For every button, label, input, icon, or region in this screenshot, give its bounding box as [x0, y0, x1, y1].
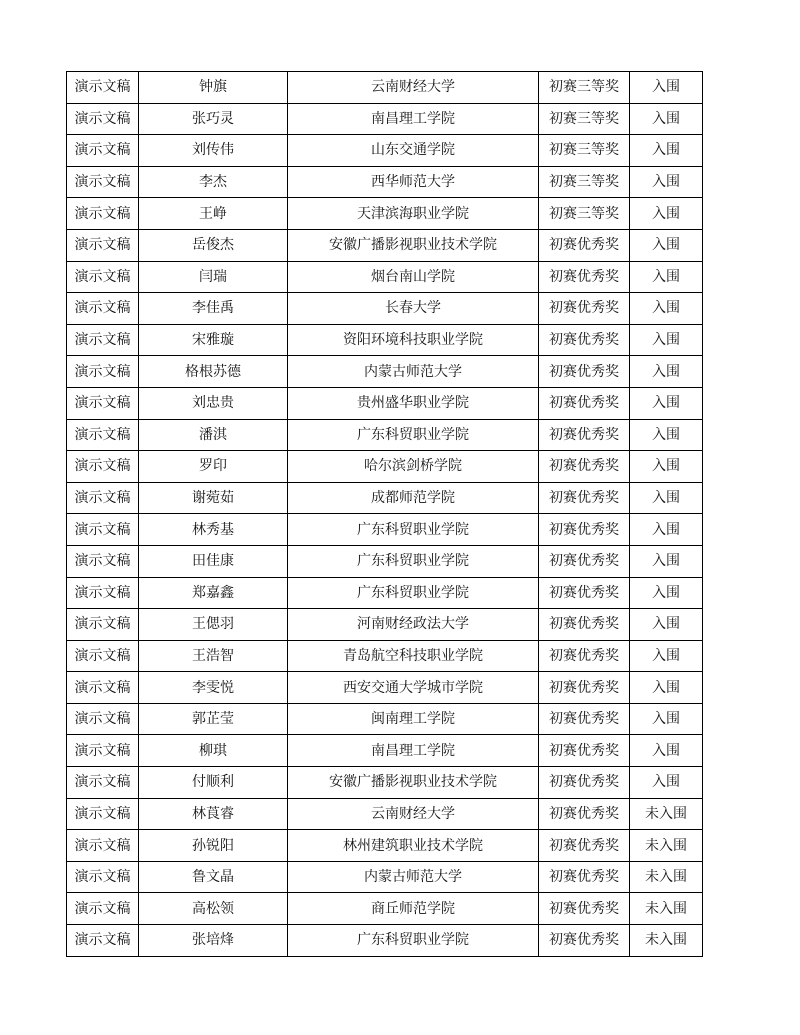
category-cell: 演示文稿 [67, 893, 139, 925]
award-cell: 初赛优秀奖 [539, 830, 630, 862]
table-row [67, 545, 703, 577]
participant-name-cell: 郑嘉鑫 [139, 577, 288, 609]
status-cell: 未入围 [630, 830, 703, 862]
award-cell: 初赛优秀奖 [539, 893, 630, 925]
school-cell: 南昌理工学院 [288, 103, 539, 135]
school-cell: 山东交通学院 [288, 135, 539, 167]
category-cell: 演示文稿 [67, 72, 139, 104]
category-cell: 演示文稿 [67, 198, 139, 230]
status-cell: 未入围 [630, 925, 703, 957]
award-cell: 初赛优秀奖 [539, 482, 630, 514]
award-cell: 初赛三等奖 [539, 166, 630, 198]
status-cell: 入围 [630, 229, 703, 261]
school-cell: 天津滨海职业学院 [288, 198, 539, 230]
status-cell: 入围 [630, 545, 703, 577]
participant-name-cell: 闫瑞 [139, 261, 288, 293]
status-cell: 入围 [630, 672, 703, 704]
status-cell: 入围 [630, 356, 703, 388]
school-cell: 烟台南山学院 [288, 261, 539, 293]
table-row [67, 198, 703, 230]
category-cell: 演示文稿 [67, 387, 139, 419]
school-cell: 南昌理工学院 [288, 735, 539, 767]
participant-name-cell: 刘忠贵 [139, 387, 288, 419]
category-cell: 演示文稿 [67, 293, 139, 325]
award-cell: 初赛优秀奖 [539, 640, 630, 672]
award-cell: 初赛优秀奖 [539, 925, 630, 957]
category-cell: 演示文稿 [67, 830, 139, 862]
status-cell: 入围 [630, 103, 703, 135]
table-row [67, 672, 703, 704]
category-cell: 演示文稿 [67, 672, 139, 704]
table-row [67, 861, 703, 893]
table-row [67, 451, 703, 483]
status-cell: 入围 [630, 198, 703, 230]
award-cell: 初赛优秀奖 [539, 703, 630, 735]
school-cell: 资阳环境科技职业学院 [288, 324, 539, 356]
school-cell: 云南财经大学 [288, 798, 539, 830]
school-cell: 成都师范学院 [288, 482, 539, 514]
category-cell: 演示文稿 [67, 735, 139, 767]
status-cell: 入围 [630, 514, 703, 546]
status-cell: 未入围 [630, 861, 703, 893]
category-cell: 演示文稿 [67, 419, 139, 451]
category-cell: 演示文稿 [67, 166, 139, 198]
table-row [67, 893, 703, 925]
table-row [67, 640, 703, 672]
participant-name-cell: 宋雅璇 [139, 324, 288, 356]
category-cell: 演示文稿 [67, 451, 139, 483]
award-cell: 初赛优秀奖 [539, 356, 630, 388]
status-cell: 入围 [630, 640, 703, 672]
school-cell: 广东科贸职业学院 [288, 925, 539, 957]
school-cell: 西华师范大学 [288, 166, 539, 198]
table-row [67, 482, 703, 514]
status-cell: 入围 [630, 293, 703, 325]
status-cell: 未入围 [630, 798, 703, 830]
table-row [67, 261, 703, 293]
school-cell: 安徽广播影视职业技术学院 [288, 229, 539, 261]
school-cell: 广东科贸职业学院 [288, 545, 539, 577]
award-cell: 初赛优秀奖 [539, 451, 630, 483]
school-cell: 河南财经政法大学 [288, 609, 539, 641]
school-cell: 长春大学 [288, 293, 539, 325]
category-cell: 演示文稿 [67, 135, 139, 167]
category-cell: 演示文稿 [67, 609, 139, 641]
table-row [67, 514, 703, 546]
category-cell: 演示文稿 [67, 229, 139, 261]
award-cell: 初赛优秀奖 [539, 514, 630, 546]
table-row [67, 166, 703, 198]
table-row [67, 387, 703, 419]
school-cell: 商丘师范学院 [288, 893, 539, 925]
results-table-body [67, 72, 703, 957]
status-cell: 未入围 [630, 893, 703, 925]
award-cell: 初赛优秀奖 [539, 767, 630, 799]
award-cell: 初赛优秀奖 [539, 577, 630, 609]
category-cell: 演示文稿 [67, 577, 139, 609]
status-cell: 入围 [630, 72, 703, 104]
table-row [67, 324, 703, 356]
award-cell: 初赛三等奖 [539, 198, 630, 230]
participant-name-cell: 孙锐阳 [139, 830, 288, 862]
school-cell: 贵州盛华职业学院 [288, 387, 539, 419]
table-row [67, 577, 703, 609]
participant-name-cell: 谢菀茹 [139, 482, 288, 514]
school-cell: 云南财经大学 [288, 72, 539, 104]
participant-name-cell: 王峥 [139, 198, 288, 230]
participant-name-cell: 刘传伟 [139, 135, 288, 167]
award-cell: 初赛优秀奖 [539, 861, 630, 893]
table-row [67, 135, 703, 167]
participant-name-cell: 李雯悦 [139, 672, 288, 704]
status-cell: 入围 [630, 451, 703, 483]
school-cell: 西安交通大学城市学院 [288, 672, 539, 704]
participant-name-cell: 高松领 [139, 893, 288, 925]
status-cell: 入围 [630, 261, 703, 293]
award-cell: 初赛优秀奖 [539, 293, 630, 325]
school-cell: 青岛航空科技职业学院 [288, 640, 539, 672]
category-cell: 演示文稿 [67, 482, 139, 514]
status-cell: 入围 [630, 482, 703, 514]
participant-name-cell: 林莨睿 [139, 798, 288, 830]
participant-name-cell: 鲁文晶 [139, 861, 288, 893]
award-cell: 初赛优秀奖 [539, 545, 630, 577]
table-row [67, 356, 703, 388]
category-cell: 演示文稿 [67, 861, 139, 893]
category-cell: 演示文稿 [67, 767, 139, 799]
award-cell: 初赛优秀奖 [539, 229, 630, 261]
table-row [67, 293, 703, 325]
participant-name-cell: 张巧灵 [139, 103, 288, 135]
award-cell: 初赛优秀奖 [539, 419, 630, 451]
status-cell: 入围 [630, 735, 703, 767]
school-cell: 广东科贸职业学院 [288, 577, 539, 609]
status-cell: 入围 [630, 419, 703, 451]
school-cell: 广东科贸职业学院 [288, 514, 539, 546]
participant-name-cell: 岳俊杰 [139, 229, 288, 261]
award-cell: 初赛优秀奖 [539, 609, 630, 641]
category-cell: 演示文稿 [67, 514, 139, 546]
award-cell: 初赛优秀奖 [539, 324, 630, 356]
table-row [67, 103, 703, 135]
award-cell: 初赛优秀奖 [539, 387, 630, 419]
participant-name-cell: 钟旗 [139, 72, 288, 104]
category-cell: 演示文稿 [67, 324, 139, 356]
participant-name-cell: 罗印 [139, 451, 288, 483]
school-cell: 内蒙古师范大学 [288, 861, 539, 893]
status-cell: 入围 [630, 324, 703, 356]
participant-name-cell: 李佳禹 [139, 293, 288, 325]
table-row [67, 767, 703, 799]
school-cell: 闽南理工学院 [288, 703, 539, 735]
category-cell: 演示文稿 [67, 545, 139, 577]
award-cell: 初赛三等奖 [539, 72, 630, 104]
participant-name-cell: 付顺利 [139, 767, 288, 799]
category-cell: 演示文稿 [67, 261, 139, 293]
participant-name-cell: 张培烽 [139, 925, 288, 957]
participant-name-cell: 格根苏德 [139, 356, 288, 388]
status-cell: 入围 [630, 577, 703, 609]
award-cell: 初赛三等奖 [539, 135, 630, 167]
status-cell: 入围 [630, 387, 703, 419]
table-row [67, 735, 703, 767]
participant-name-cell: 柳琪 [139, 735, 288, 767]
results-table [66, 71, 703, 957]
award-cell: 初赛优秀奖 [539, 261, 630, 293]
participant-name-cell: 王偲羽 [139, 609, 288, 641]
participant-name-cell: 郭芷莹 [139, 703, 288, 735]
category-cell: 演示文稿 [67, 103, 139, 135]
table-row [67, 798, 703, 830]
status-cell: 入围 [630, 166, 703, 198]
table-row [67, 609, 703, 641]
award-cell: 初赛优秀奖 [539, 798, 630, 830]
school-cell: 广东科贸职业学院 [288, 419, 539, 451]
participant-name-cell: 潘淇 [139, 419, 288, 451]
award-cell: 初赛优秀奖 [539, 672, 630, 704]
category-cell: 演示文稿 [67, 925, 139, 957]
table-row [67, 419, 703, 451]
table-row [67, 229, 703, 261]
participant-name-cell: 田佳康 [139, 545, 288, 577]
status-cell: 入围 [630, 609, 703, 641]
category-cell: 演示文稿 [67, 356, 139, 388]
table-row [67, 703, 703, 735]
participant-name-cell: 李杰 [139, 166, 288, 198]
school-cell: 内蒙古师范大学 [288, 356, 539, 388]
status-cell: 入围 [630, 767, 703, 799]
participant-name-cell: 王浩智 [139, 640, 288, 672]
school-cell: 哈尔滨剑桥学院 [288, 451, 539, 483]
category-cell: 演示文稿 [67, 703, 139, 735]
status-cell: 入围 [630, 703, 703, 735]
category-cell: 演示文稿 [67, 798, 139, 830]
participant-name-cell: 林秀基 [139, 514, 288, 546]
category-cell: 演示文稿 [67, 640, 139, 672]
table-row [67, 72, 703, 104]
table-row [67, 925, 703, 957]
school-cell: 林州建筑职业技术学院 [288, 830, 539, 862]
award-cell: 初赛三等奖 [539, 103, 630, 135]
award-cell: 初赛优秀奖 [539, 735, 630, 767]
table-row [67, 830, 703, 862]
school-cell: 安徽广播影视职业技术学院 [288, 767, 539, 799]
status-cell: 入围 [630, 135, 703, 167]
